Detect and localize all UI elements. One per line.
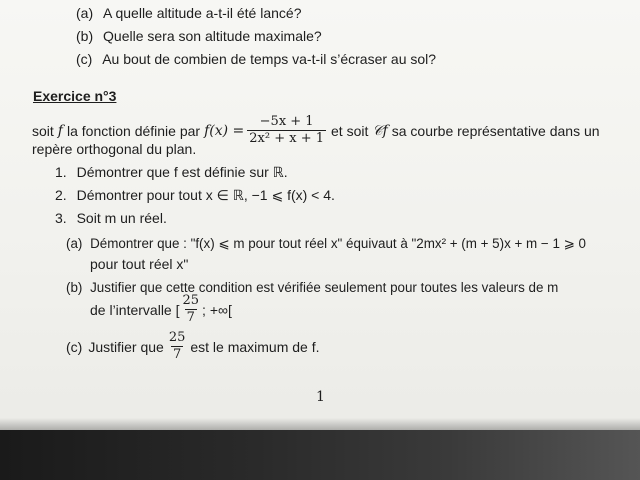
item-3-text: Soit m un réel. — [76, 210, 167, 226]
fraction-numerator: −5x + 1 — [259, 114, 314, 129]
sub-c-post: est le maximum de f. — [190, 338, 320, 355]
prev-question-a — [76, 5, 301, 21]
function-fraction — [247, 114, 326, 147]
prev-question-b-label: (b) — [76, 28, 94, 44]
intro-fx: f(x) = — [204, 122, 245, 139]
sub-a-label: (a) — [66, 236, 83, 251]
prev-question-c-label: (c) — [76, 51, 93, 67]
background-shadow — [0, 430, 640, 480]
item-1 — [55, 164, 288, 181]
item-3 — [55, 210, 167, 226]
sub-b-interval-post: ; +∞[ — [202, 301, 232, 318]
intro-line-2: repère orthogonal du plan. — [32, 141, 197, 157]
prev-question-a-label: (a) — [76, 5, 94, 21]
item-1-text: Démontrer que f est définie sur ℝ. — [76, 164, 288, 180]
sub-c-pre: Justifier que — [88, 338, 164, 355]
sub-question-c — [66, 330, 320, 363]
item-2-label: 2. — [55, 187, 67, 203]
intro-f: f — [57, 122, 63, 139]
page-number: 1 — [316, 389, 325, 405]
intro-text-d: sa courbe représentative dans un — [391, 122, 600, 139]
sub-b-label: (b) — [66, 280, 83, 295]
sub-question-a — [66, 236, 586, 252]
sub-b-fraction-num: 25 — [182, 293, 200, 308]
fraction-denominator: 2x² + x + 1 — [249, 131, 324, 146]
prev-question-b — [76, 28, 322, 44]
item-1-label: 1. — [55, 164, 67, 180]
item-3-label: 3. — [55, 210, 67, 226]
prev-question-b-text: Quelle sera son altitude maximale? — [103, 28, 322, 44]
prev-question-c-text: Au bout de combien de temps va-t-il s’écraser au sol? — [102, 51, 437, 67]
intro-text-b: la fonction définie par — [66, 122, 201, 139]
sub-c-label: (c) — [66, 338, 83, 355]
prev-question-c — [76, 51, 436, 67]
sub-b-interval-pre: de l’intervalle [ — [90, 301, 180, 318]
prev-question-a-text: A quelle altitude a-t-il été lancé? — [103, 5, 302, 21]
intro-text-a: soit — [32, 122, 54, 139]
sub-b-line1: Justifier que cette condition est vérifiée seulement pour toutes les valeurs de m — [90, 280, 559, 295]
curve-symbol: 𝒞f — [372, 122, 388, 139]
sub-c-fraction — [167, 330, 188, 363]
sub-b-fraction-den: 7 — [186, 310, 195, 325]
sub-c-fraction-den: 7 — [172, 347, 182, 362]
sub-b-line2 — [90, 293, 232, 326]
intro-text-c: et soit — [331, 122, 369, 139]
sub-a-line2: pour tout réel x" — [90, 256, 189, 272]
sub-b-fraction — [181, 293, 202, 326]
sub-c-fraction-num: 25 — [168, 330, 186, 345]
item-2-text: Démontrer pour tout x ∈ ℝ, −1 ⩽ f(x) < 4. — [76, 187, 335, 203]
sub-a-line1: Démontrer que : "f(x) ⩽ m pour tout réel x" équivaut à "2mx² + (m + 5)x + m − 1 ⩾ 0 — [90, 236, 586, 251]
exercise-title: Exercice n°3 — [33, 88, 117, 104]
item-2 — [55, 187, 335, 204]
